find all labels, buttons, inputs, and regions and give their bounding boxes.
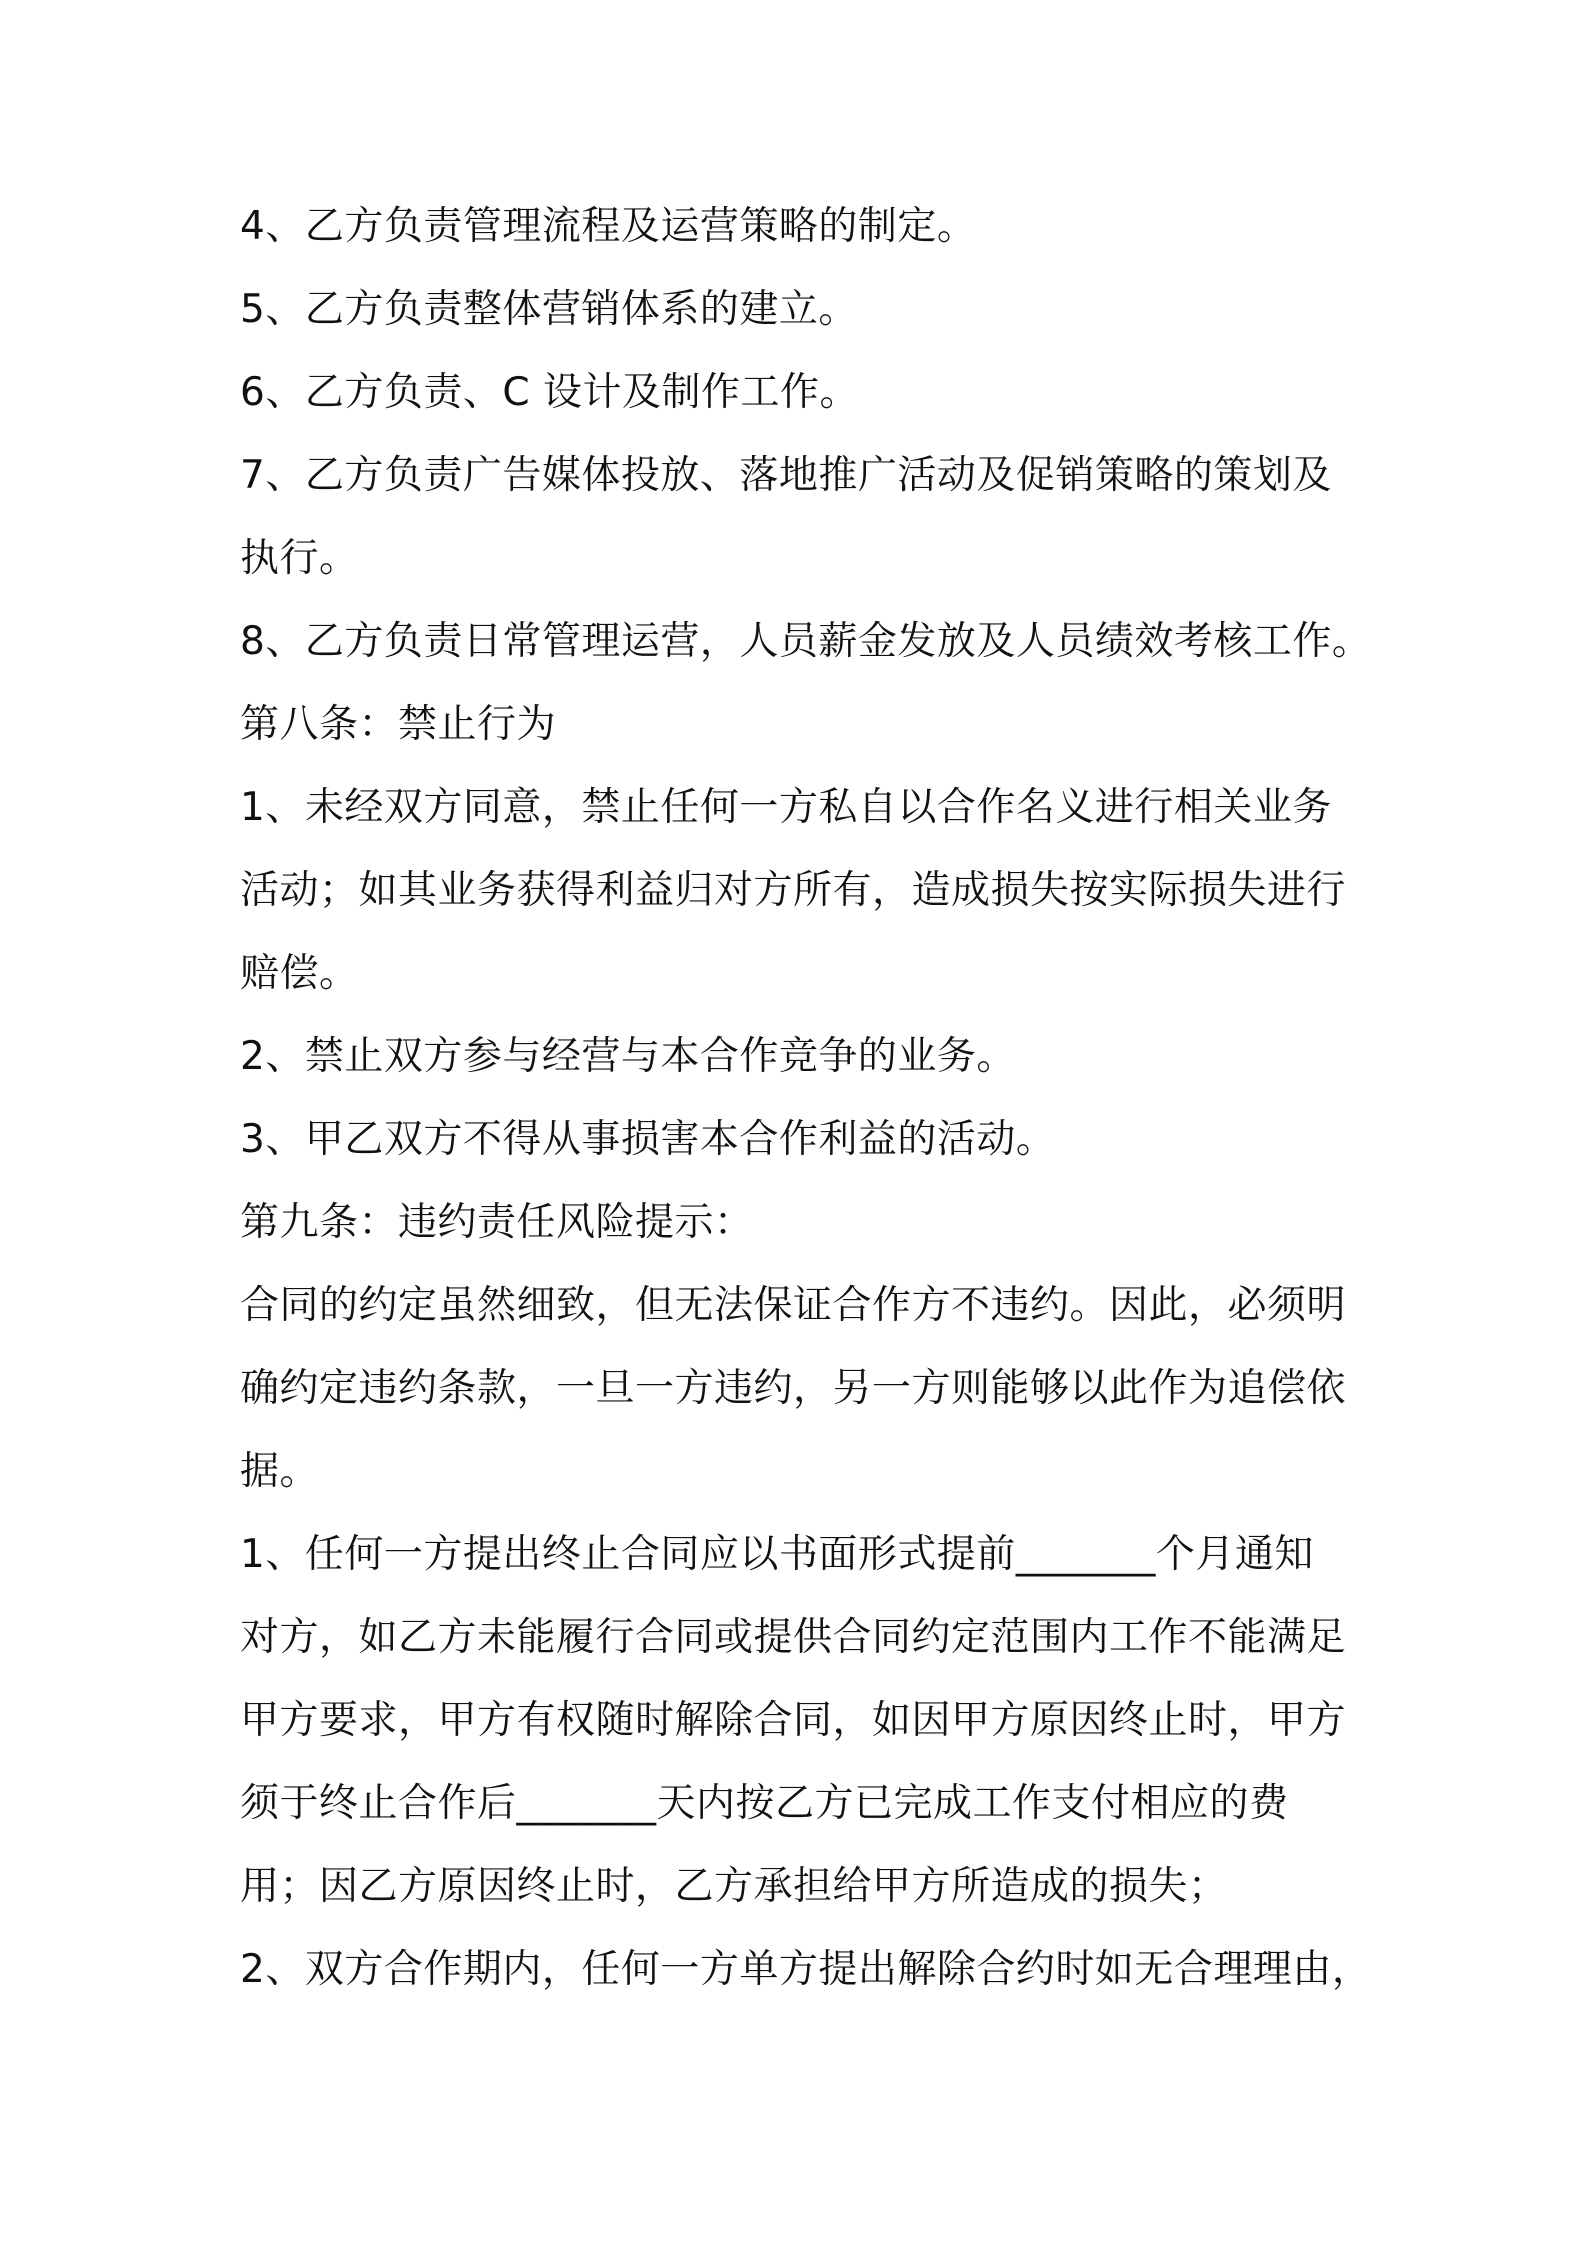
- clause-7-item-7-line-2: 执行。: [240, 536, 359, 581]
- article-9-item-1-line-3: 甲方要求，甲方有权随时解除合同，如因甲方原因终止时，甲方: [240, 1698, 1347, 1743]
- article-8-item-1-line-2: 活动；如其业务获得利益归对方所有，造成损失按实际损失进行: [240, 868, 1347, 913]
- article-9-heading: 第九条：违约责任风险提示：: [240, 1200, 754, 1245]
- article-9-item-1-line-4: 须于终止合作后_______天内按乙方已完成工作支付相应的费: [240, 1781, 1289, 1826]
- article-8-heading: 第八条：禁止行为: [240, 702, 557, 747]
- article-8-item-1-line-3: 赔偿。: [240, 951, 359, 996]
- article-9-item-2-line-1: 2、双方合作期内，任何一方单方提出解除合约时如无合理理由，: [240, 1947, 1372, 1992]
- article-9-item-1-line-1: 1、任何一方提出终止合同应以书面形式提前_______个月通知: [240, 1532, 1314, 1577]
- article-9-intro-line-3: 据。: [240, 1449, 320, 1494]
- clause-7-item-4: 4、乙方负责管理流程及运营策略的制定。: [240, 204, 977, 249]
- article-8-item-1-line-1: 1、未经双方同意，禁止任何一方私自以合作名义进行相关业务: [240, 785, 1332, 830]
- clause-7-item-7-line-1: 7、乙方负责广告媒体投放、落地推广活动及促销策略的策划及: [240, 453, 1332, 498]
- article-9-item-1-line-5: 用；因乙方原因终止时，乙方承担给甲方所造成的损失；: [240, 1864, 1228, 1909]
- article-8-item-2: 2、禁止双方参与经营与本合作竞争的业务。: [240, 1034, 1016, 1079]
- clause-7-item-5: 5、乙方负责整体营销体系的建立。: [240, 287, 858, 332]
- clause-7-item-8: 8、乙方负责日常管理运营，人员薪金发放及人员绩效考核工作。: [240, 619, 1372, 664]
- article-8-item-3: 3、甲乙双方不得从事损害本合作利益的活动。: [240, 1117, 1056, 1162]
- article-9-item-1-line-2: 对方，如乙方未能履行合同或提供合同约定范围内工作不能满足: [240, 1615, 1347, 1660]
- article-9-intro-line-2: 确约定违约条款，一旦一方违约，另一方则能够以此作为追偿依: [240, 1366, 1347, 1411]
- article-9-intro-line-1: 合同的约定虽然细致，但无法保证合作方不违约。因此，必须明: [240, 1283, 1347, 1328]
- clause-7-item-6: 6、乙方负责、C 设计及制作工作。: [240, 370, 859, 415]
